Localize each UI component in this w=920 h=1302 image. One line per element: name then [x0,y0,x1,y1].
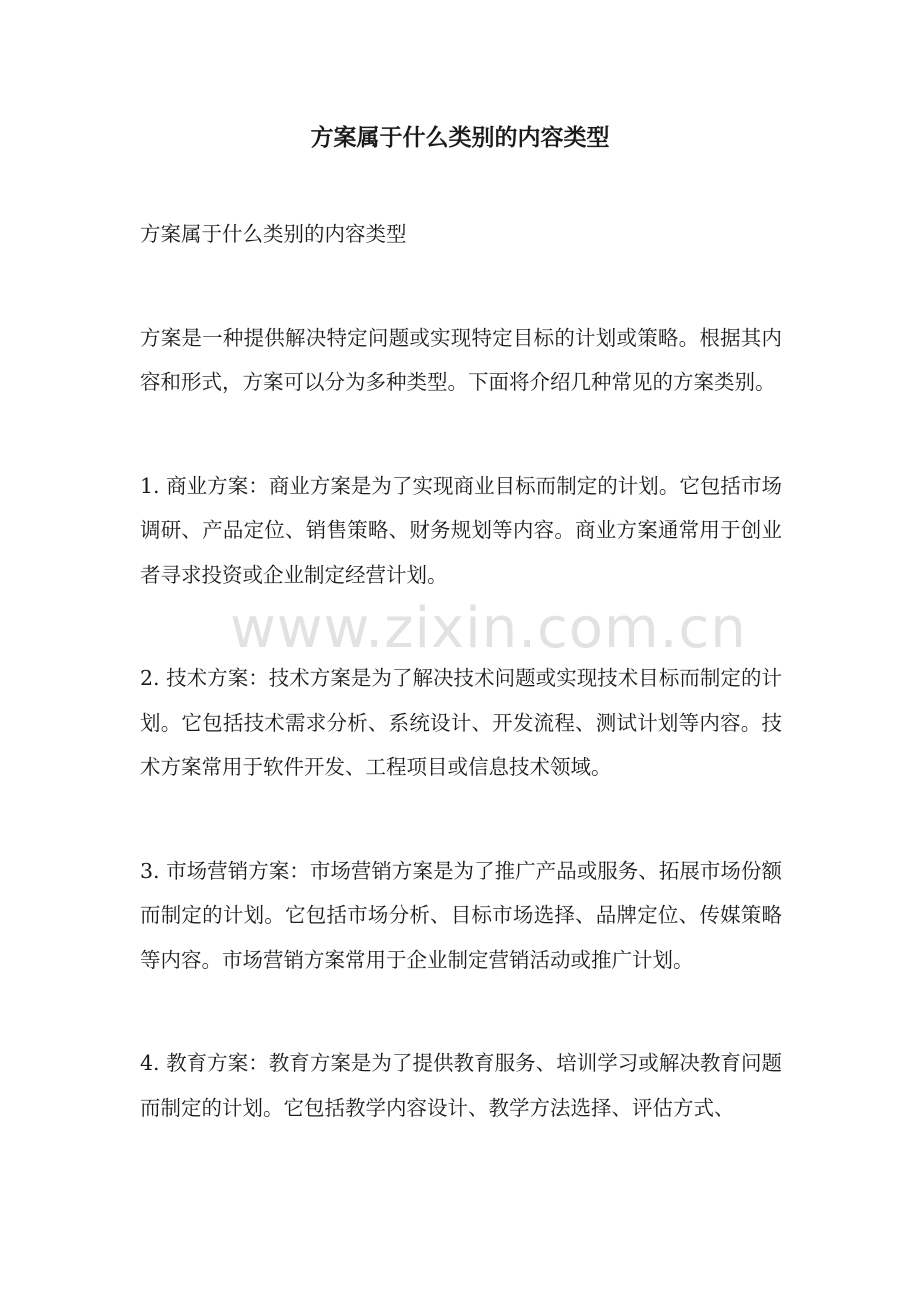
document-title: 方案属于什么类别的内容类型 [310,124,610,151]
marketing-plan-paragraph: 3. 市场营销方案：市场营销方案是为了推广产品或服务、拓展市场份额而制定的计划。它包括市场分析、目标市场选择、品牌定位、传媒策略等内容。市场营销方案常用于企业制定营销活动或推广计划。 [140,858,782,972]
watermark: www.zixin.com.cn [230,596,747,661]
document-body [140,212,782,1189]
technical-plan-paragraph: 2. 技术方案：技术方案是为了解决技术问题或实现技术目标而制定的计划。它包括技术需求分析、系统设计、开发流程、测试计划等内容。技术方案常用于软件开发、工程项目或信息技术领域。 [140,666,782,779]
business-plan-paragraph: 1. 商业方案：商业方案是为了实现商业目标而制定的计划。它包括市场调研、产品定位、销售策略、财务规划等内容。商业方案通常用于创业者寻求投资或企业制定经营计划。 [140,473,782,587]
education-plan-paragraph: 4. 教育方案：教育方案是为了提供教育服务、培训学习或解决教育问题而制定的计划。它包括教学内容设计、教学方法选择、评估方式、 [140,1051,782,1120]
subtitle-paragraph: 方案属于什么类别的内容类型 [140,222,407,246]
intro-paragraph: 方案是一种提供解决特定问题或实现特定目标的计划或策略。根据其内容和形式，方案可以分为多种类型。下面将介绍几种常见的方案类别。 [140,325,782,394]
